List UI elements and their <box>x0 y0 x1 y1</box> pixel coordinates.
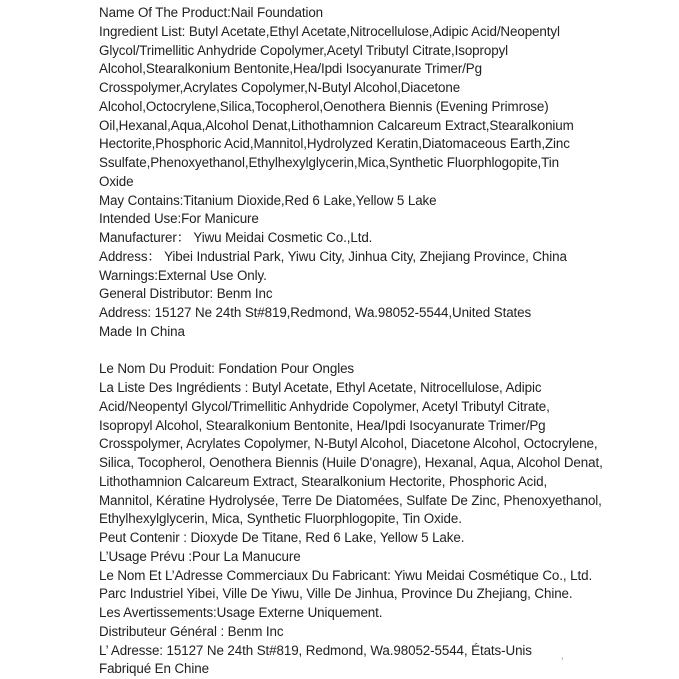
product-name-line: Le Nom Du Produit: Fondation Pour Ongles <box>99 361 355 377</box>
ingredient-list-line: Oxide <box>99 173 134 189</box>
ingredient-list-line: Ssulfate,Phenoxyethanol,Ethylhexylglycerin,Mica,Synthetic Fluorphlogopite,Tin <box>99 155 559 170</box>
intended-use-line: Intended Use:For Manicure <box>99 211 259 227</box>
manufacturer-line: Le Nom Et L’Adresse Commerciaux Du Fabricant: Yiwu Meidai Cosmétique Co., Ltd. <box>99 567 593 583</box>
warnings-line: Les Avertissements:Usage Externe Uniquement. <box>99 605 383 620</box>
french-label-section <box>99 360 659 679</box>
ingredient-list-line: Ingredient List: Butyl Acetate,Ethyl Acetate,Nitrocellulose,Adipic Acid/Neopentyl <box>99 23 560 39</box>
ingredient-list-line: Hectorite,Phosphoric Acid,Mannitol,Hydrolyzed Keratin,Diatomaceous Earth,Zinc <box>99 136 570 152</box>
intended-use-line: L’Usage Prévu :Pour La Manucure <box>99 548 301 564</box>
made-in-line: Made In China <box>99 323 185 339</box>
ingredient-list-line: Isopropyl Alcohol, Stearalkonium Bentonite, Hea/Ipdi Isocyanurate Trimer/Pg <box>99 417 546 433</box>
distributor-line: General Distributor: Benm Inc <box>99 286 273 302</box>
product-name-line: Name Of The Product:Nail Foundation <box>99 5 324 20</box>
may-contains-line: Peut Contenir : Dioxyde De Titane, Red 6 Lake, Yellow 5 Lake. <box>99 530 465 545</box>
manufacturer-address-line: Address： Yibei Industrial Park, Yiwu City, Jinhua City, Zhejiang Province, China <box>99 248 567 264</box>
distributor-address-line: Address: 15127 Ne 24th St#819,Redmond, Wa.98052-5544,United States <box>99 305 532 320</box>
ingredient-list-line: Silica, Tocopherol, Oenothera Biennis (Huile D'onagre), Hexanal, Aqua, Alcohol Denat, <box>99 455 603 470</box>
ingredient-list-line: Mannitol, Kératine Hydrolysée, Terre De Diatomées, Sulfate De Zinc, Phenoxyethanol, <box>99 492 602 508</box>
ingredient-list-line: Alcohol,Octocrylene,Silica,Tocopherol,Oenothera Biennis (Evening Primrose) <box>99 98 549 114</box>
distributor-address-line: L’ Adresse: 15127 Ne 24th St#819, Redmond, Wa.98052-5544, États-Unis <box>99 642 532 658</box>
ingredient-list-line: Ethylhexylglycerin, Mica, Synthetic Fluorphlogopite, Tin Oxide. <box>99 511 462 527</box>
stray-print-artifact: ’ <box>561 656 564 668</box>
may-contains-line: May Contains:Titanium Dioxide,Red 6 Lake,Yellow 5 Lake <box>99 192 437 208</box>
made-in-line: Fabriqué En Chine <box>99 661 209 677</box>
ingredient-list-line: Oil,Hexanal,Aqua,Alcohol Denat,Lithothamnion Calcareum Extract,Stearalkonium <box>99 117 574 133</box>
english-label-section <box>99 4 659 342</box>
ingredient-list-line: Crosspolymer,Acrylates Copolymer,N-Butyl Alcohol,Diacetone <box>99 80 461 95</box>
ingredient-list-line: Glycol/Trimellitic Anhydride Copolymer,Acetyl Tributyl Citrate,Isopropyl <box>99 42 509 58</box>
ingredient-list-line: Crosspolymer, Acrylates Copolymer, N-Butyl Alcohol, Diacetone Alcohol, Octocrylene, <box>99 436 598 452</box>
ingredient-list-line: La Liste Des Ingrédients : Butyl Acetate, Ethyl Acetate, Nitrocellulose, Adipic <box>99 380 542 395</box>
ingredient-list-line: Alcohol,Stearalkonium Bentonite,Hea/Ipdi Isocyanurate Trimer/Pg <box>99 61 482 77</box>
warnings-line: Warnings:External Use Only. <box>99 267 267 283</box>
ingredient-list-line: Acid/Neopentyl Glycol/Trimellitic Anhydride Copolymer, Acetyl Tributyl Citrate, <box>99 398 550 414</box>
manufacturer-address-line: Parc Industriel Yibei, Ville De Yiwu, Ville De Jinhua, Province Du Zhejiang, Chine. <box>99 586 573 602</box>
distributor-line: Distributeur Général : Benm Inc <box>99 623 284 639</box>
product-label-document <box>99 4 659 679</box>
manufacturer-line: Manufacturer： Yiwu Meidai Cosmetic Co.,Ltd. <box>99 230 373 245</box>
ingredient-list-line: Lithothamnion Calcareum Extract, Stearalkonium Hectorite, Phosphoric Acid, <box>99 473 548 489</box>
